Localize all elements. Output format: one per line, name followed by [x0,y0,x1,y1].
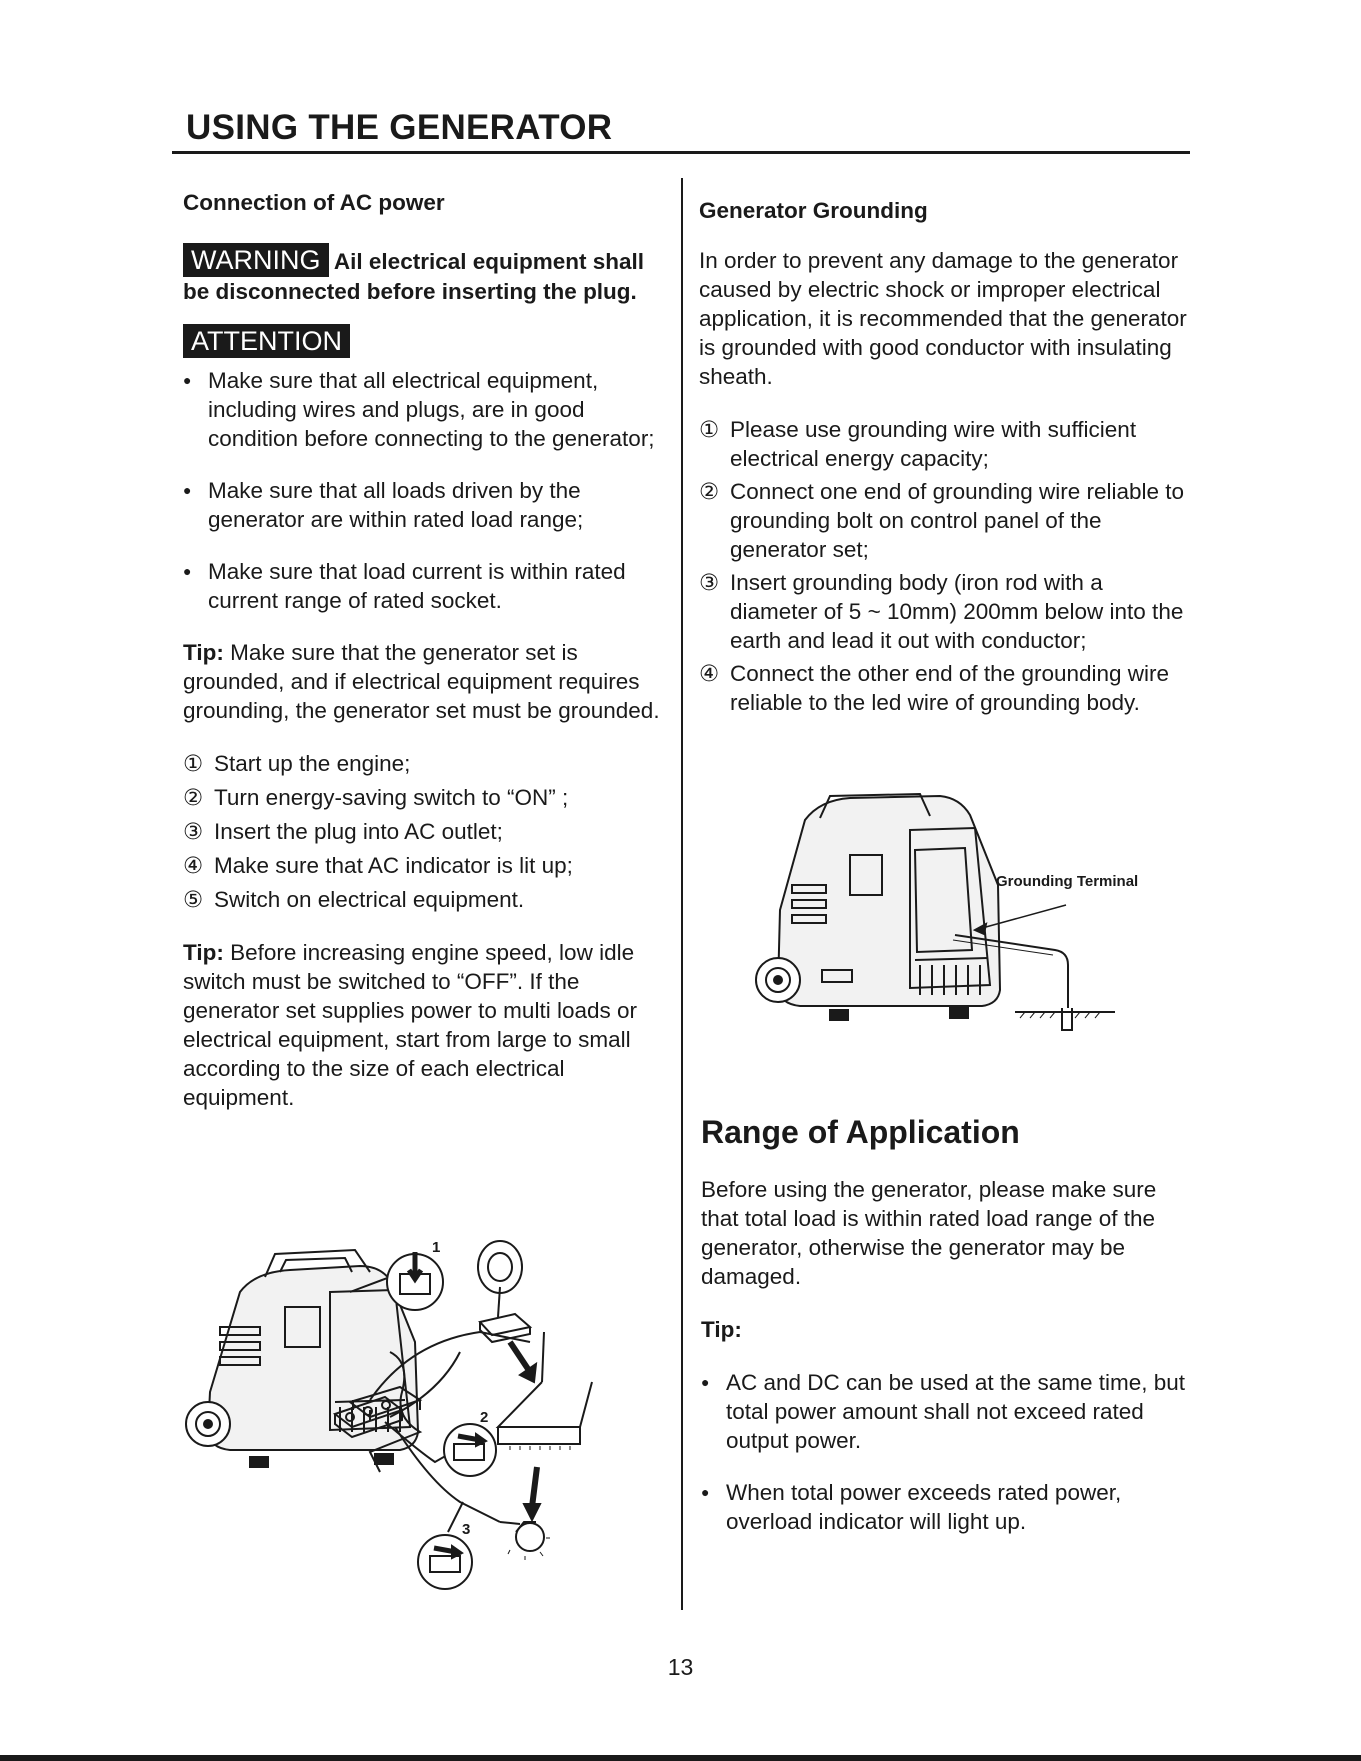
list-item: ● Make sure that all electrical equipment, including wires and plugs, are in good condition before connecting to the generator; [183,366,668,453]
step-number: ④ [699,661,720,686]
grounding-intro: In order to prevent any damage to the generator caused by electric shock or improper electrical application, it is recommended that the generator is grounded with good conductor with insulating sheath. [699,248,1187,389]
title-rule [172,151,1190,154]
bottom-edge-rule [0,1755,1361,1761]
grounding-steps [699,415,1189,717]
grounding-illustration [750,790,1170,1045]
figure-callout-3: 3 [462,1521,471,1538]
range-section [701,1112,1191,1536]
page-title: USING THE GENERATOR [186,108,613,147]
step-text: Connect one end of grounding wire reliable to grounding bolt on control panel of the generator set; [730,479,1185,562]
tip-loads [183,938,668,1112]
warning-label: WARNING [183,243,329,277]
tip-connection [183,638,668,725]
list-item [699,415,1189,473]
ac-connection-illustration [180,1232,670,1612]
tip-label: Tip: [183,940,224,965]
grounding-terminal-label: Grounding Terminal [996,873,1139,890]
tip-text: Make sure that the generator set is grounded, and if electrical equipment requires grounding, the generator set must be grounded. [183,640,660,723]
list-item [699,568,1189,655]
range-heading: Range of Application [701,1114,1020,1150]
left-column [183,188,668,1112]
list-item [183,783,668,812]
step-number: ④ [183,853,204,878]
tip-text: Before increasing engine speed, low idle switch must be switched to “OFF”. If the generator set supplies power to multi loads or electrical equipment, start from large to small according to the size of each electrical equipment. [183,940,637,1110]
warning-text: Ail electrical equipment shall be disconnected before inserting the plug. [183,249,645,304]
section-heading-grounding: Generator Grounding [699,198,928,223]
step-number: ② [699,479,720,504]
list-item: ● Make sure that all loads driven by the generator are within rated load range; [183,476,668,534]
step-text: Switch on electrical equipment. [214,887,525,912]
range-text: Before using the generator, please make sure that total load is within rated load range of the generator, otherwise the generator may be damaged. [701,1177,1157,1289]
range-tip-label: Tip: [701,1317,742,1342]
section-heading-ac-power: Connection of AC power [183,190,445,215]
list-item [183,817,668,846]
attention-label: ATTENTION [183,324,350,358]
step-text: Connect the other end of the grounding wire reliable to the led wire of grounding body. [730,661,1170,715]
step-number: ① [183,751,204,776]
step-number: ③ [699,570,720,595]
attention-notice [183,324,668,358]
list-item [699,659,1189,717]
step-number: ③ [183,819,204,844]
step-text: Insert the plug into AC outlet; [214,819,503,844]
step-text: Insert grounding body (iron rod with a diameter of 5 ~ 10mm) 200mm below into the earth and lead it out with conductor; [730,570,1184,653]
list-item: ● Make sure that load current is within rated current range of rated socket. [183,557,668,615]
list-item: ● When total power exceeds rated power, overload indicator will light up. [701,1478,1191,1536]
page-number: 13 [667,1654,694,1680]
warning-notice [183,243,668,306]
right-column [699,196,1189,717]
list-item [699,477,1189,564]
range-tip-bullets [701,1368,1191,1536]
list-item [183,749,668,778]
step-text: Start up the engine; [214,751,411,776]
attention-bullets [183,366,668,615]
step-number: ② [183,785,204,810]
figure-callout-2: 2 [480,1409,489,1426]
step-text: Please use grounding wire with sufficient electrical energy capacity; [730,417,1137,471]
list-item: ● AC and DC can be used at the same time, but total power amount shall not exceed rated output power. [701,1368,1191,1455]
startup-steps [183,749,668,914]
step-text: Make sure that AC indicator is lit up; [214,853,573,878]
tip-label: Tip: [183,640,224,665]
list-item [183,885,668,914]
step-number: ⑤ [183,887,204,912]
step-number: ① [699,417,720,442]
step-text: Turn energy-saving switch to “ON” ; [214,785,569,810]
column-divider [681,178,683,1610]
figure-callout-1: 1 [432,1239,441,1256]
list-item [183,851,668,880]
